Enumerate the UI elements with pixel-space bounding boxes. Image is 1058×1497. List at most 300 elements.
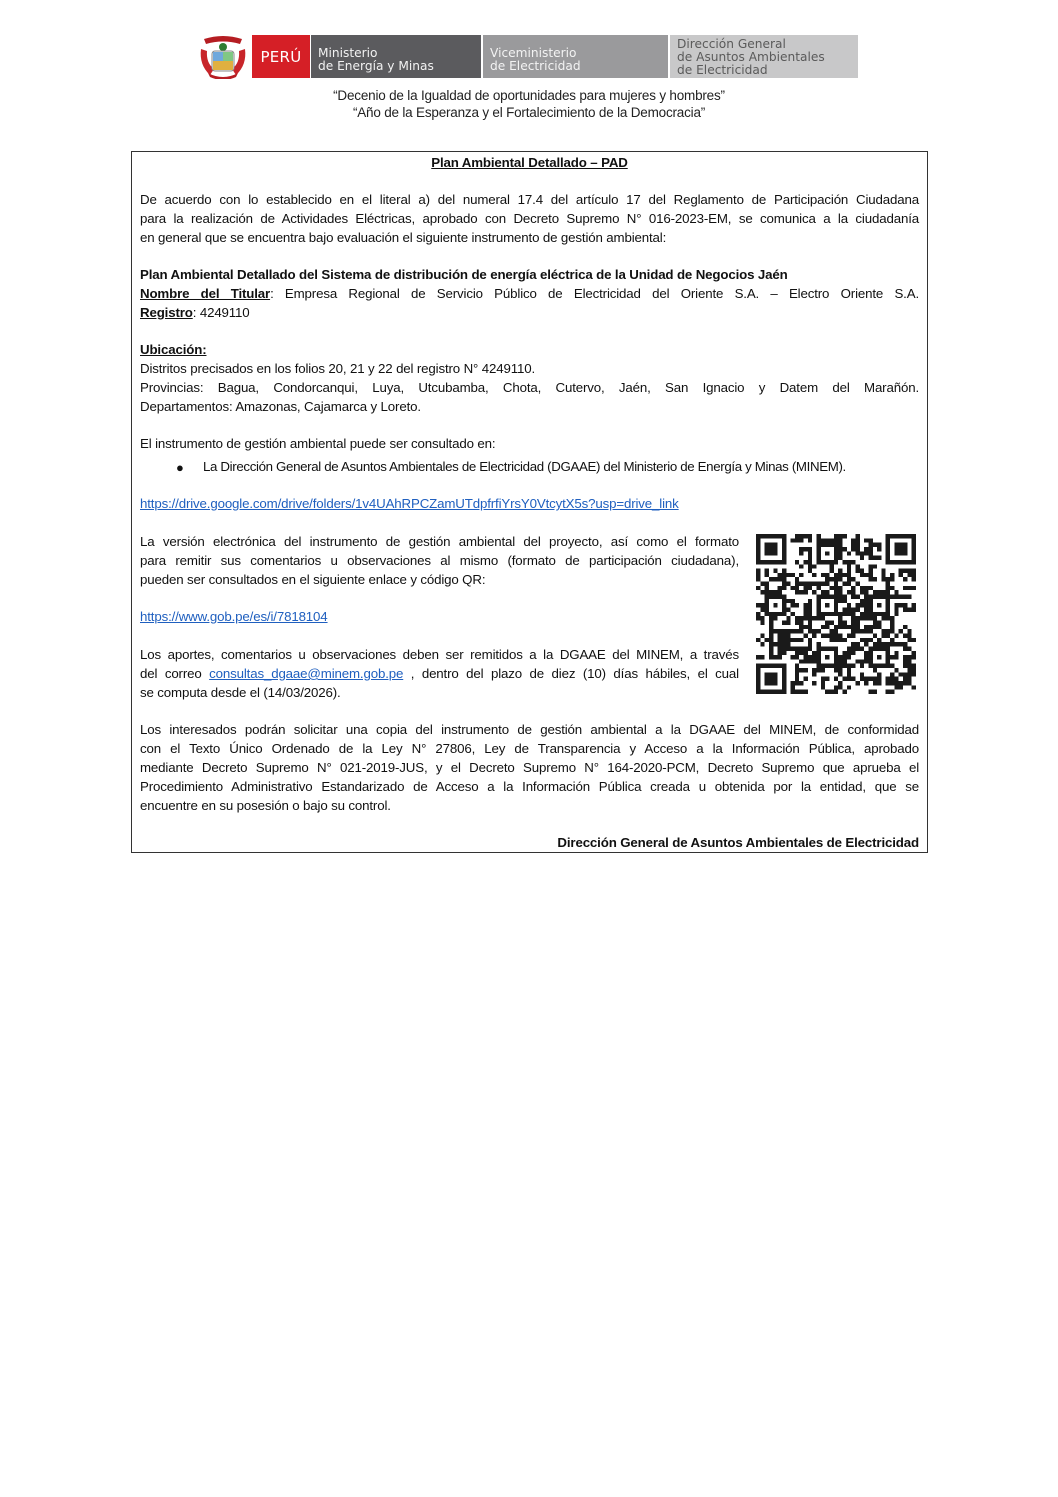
- qr-module: [791, 603, 795, 607]
- qr-module: [868, 599, 872, 603]
- qr-module: [804, 651, 808, 655]
- qr-module: [907, 638, 911, 642]
- qr-module: [825, 633, 829, 637]
- qr-module: [847, 569, 851, 573]
- qr-module: [782, 685, 786, 689]
- qr-module: [817, 586, 821, 590]
- qr-module: [894, 681, 898, 685]
- qr-module: [886, 577, 890, 581]
- qr-module: [808, 638, 812, 642]
- qr-module: [842, 677, 846, 681]
- qr-module: [834, 685, 838, 689]
- qr-module: [903, 659, 907, 663]
- qr-module: [808, 608, 812, 612]
- qr-module: [842, 664, 846, 668]
- qr-module: [808, 547, 812, 551]
- qr-module: [773, 681, 777, 685]
- qr-module: [886, 651, 890, 655]
- qr-module: [890, 573, 894, 577]
- qr-module: [868, 629, 872, 633]
- qr-module: [873, 690, 877, 694]
- qr-module: [868, 690, 872, 694]
- qr-module: [795, 668, 799, 672]
- qr-module: [804, 603, 808, 607]
- qr-module: [817, 655, 821, 659]
- qr-module: [903, 633, 907, 637]
- qr-module: [903, 672, 907, 676]
- qr-module: [760, 582, 764, 586]
- qr-module: [821, 633, 825, 637]
- qr-module: [834, 538, 838, 542]
- qr-module: [860, 677, 864, 681]
- qr-module: [838, 547, 842, 551]
- qr-module: [838, 569, 842, 573]
- qr-module: [834, 633, 838, 637]
- viceministerio-line-2: de Electricidad: [490, 59, 581, 73]
- qr-module: [838, 599, 842, 603]
- qr-module: [907, 560, 911, 564]
- qr-module: [778, 534, 782, 538]
- qr-module: [877, 677, 881, 681]
- qr-module: [868, 569, 872, 573]
- qr-module: [894, 651, 898, 655]
- qr-module: [894, 668, 898, 672]
- qr-module: [907, 646, 911, 650]
- qr-module: [873, 556, 877, 560]
- qr-module: [868, 646, 872, 650]
- peru-label: PERÚ: [260, 47, 302, 66]
- qr-module: [851, 543, 855, 547]
- qr-module: [912, 543, 916, 547]
- qr-module: [860, 659, 864, 663]
- qr-module: [855, 608, 859, 612]
- qr-module: [791, 638, 795, 642]
- qr-module: [817, 595, 821, 599]
- qr-module: [773, 590, 777, 594]
- qr-module: [873, 590, 877, 594]
- qr-module: [886, 538, 890, 542]
- qr-module: [894, 685, 898, 689]
- qr-module: [903, 547, 907, 551]
- qr-module: [834, 560, 838, 564]
- qr-module: [903, 655, 907, 659]
- qr-module: [886, 616, 890, 620]
- qr-module: [894, 595, 898, 599]
- qr-module: [782, 681, 786, 685]
- qr-module: [851, 651, 855, 655]
- qr-module: [769, 577, 773, 581]
- qr-module: [782, 582, 786, 586]
- qr-module: [756, 677, 760, 681]
- qr-module: [873, 664, 877, 668]
- qr-module: [907, 595, 911, 599]
- qr-module: [765, 599, 769, 603]
- qr-module: [890, 629, 894, 633]
- gob-link[interactable]: https://www.gob.pe/es/i/7818104: [140, 609, 328, 624]
- qr-module: [756, 543, 760, 547]
- qr-module: [886, 551, 890, 555]
- qr-module: [773, 612, 777, 616]
- viceministerio-line-1: Viceministerio: [490, 46, 577, 60]
- qr-module: [786, 599, 790, 603]
- interesados-line-5: encuentre en su posesión o bajo su control.: [140, 798, 391, 813]
- qr-module: [830, 612, 834, 616]
- qr-module: [756, 672, 760, 676]
- qr-module: [890, 620, 894, 624]
- qr-module: [855, 642, 859, 646]
- qr-module: [886, 629, 890, 633]
- qr-module: [903, 625, 907, 629]
- qr-module: [842, 655, 846, 659]
- qr-module: [894, 590, 898, 594]
- qr-module: [782, 620, 786, 624]
- qr-module: [868, 573, 872, 577]
- qr-module: [799, 690, 803, 694]
- qr-module: [834, 577, 838, 581]
- qr-module: [765, 573, 769, 577]
- qr-module: [834, 551, 838, 555]
- qr-module: [877, 612, 881, 616]
- qr-module: [855, 620, 859, 624]
- qr-module: [795, 677, 799, 681]
- qr-module: [808, 629, 812, 633]
- qr-module: [795, 590, 799, 594]
- qr-module: [765, 677, 769, 681]
- qr-module: [890, 655, 894, 659]
- qr-module: [890, 595, 894, 599]
- qr-module: [894, 547, 898, 551]
- qr-module: [894, 560, 898, 564]
- qr-module: [868, 664, 872, 668]
- aportes-post: , dentro del plazo de diez (10) días hábiles, el cual: [403, 666, 739, 681]
- qr-module: [855, 543, 859, 547]
- qr-module: [842, 595, 846, 599]
- qr-module: [799, 625, 803, 629]
- qr-module: [881, 573, 885, 577]
- qr-module: [799, 564, 803, 568]
- qr-module: [834, 595, 838, 599]
- qr-module: [851, 633, 855, 637]
- qr-module: [847, 564, 851, 568]
- qr-module: [886, 642, 890, 646]
- qr-module: [851, 586, 855, 590]
- qr-module: [825, 538, 829, 542]
- qr-module: [851, 677, 855, 681]
- qr-module: [808, 582, 812, 586]
- qr-module: [847, 577, 851, 581]
- qr-module: [765, 590, 769, 594]
- qr-module: [864, 681, 868, 685]
- registro-label: Registro: [140, 305, 193, 320]
- qr-module: [890, 690, 894, 694]
- qr-module: [868, 616, 872, 620]
- qr-module: [864, 586, 868, 590]
- qr-module: [860, 616, 864, 620]
- qr-module: [804, 690, 808, 694]
- qr-module: [907, 672, 911, 676]
- qr-module: [868, 538, 872, 542]
- ministerio-segment: [311, 35, 481, 78]
- qr-module: [825, 655, 829, 659]
- qr-module: [860, 629, 864, 633]
- intro-line-2: para la realización de Actividades Eléctricas, aprobado con Decreto Supremo N° 016-2023-EM, se comunica a la ciudadanía: [140, 211, 919, 226]
- qr-module: [842, 659, 846, 663]
- qr-module: [838, 685, 842, 689]
- intro-line-3: en general que se encuentra bajo evaluación el siguiente instrumento de gestión ambiental:: [140, 230, 667, 245]
- qr-module: [864, 608, 868, 612]
- qr-module: [894, 608, 898, 612]
- qr-module: [834, 668, 838, 672]
- qr-module: [821, 612, 825, 616]
- qr-module: [907, 573, 911, 577]
- qr-module: [786, 582, 790, 586]
- qr-module: [778, 560, 782, 564]
- qr-module: [825, 612, 829, 616]
- qr-module: [855, 551, 859, 555]
- qr-module: [825, 543, 829, 547]
- qr-module: [855, 569, 859, 573]
- qr-module: [756, 547, 760, 551]
- qr-module: [907, 664, 911, 668]
- qr-module: [868, 655, 872, 659]
- qr-module: [812, 672, 816, 676]
- qr-module: [864, 547, 868, 551]
- qr-module: [817, 642, 821, 646]
- qr-module: [868, 612, 872, 616]
- qr-module: [899, 573, 903, 577]
- qr-module: [778, 642, 782, 646]
- qr-module: [830, 577, 834, 581]
- qr-module: [855, 547, 859, 551]
- qr-module: [769, 642, 773, 646]
- qr-module: [855, 534, 859, 538]
- qr-module: [903, 664, 907, 668]
- qr-module: [769, 612, 773, 616]
- qr-module: [894, 603, 898, 607]
- qr-module: [808, 625, 812, 629]
- qr-module: [778, 633, 782, 637]
- qr-module: [804, 625, 808, 629]
- qr-module: [912, 672, 916, 676]
- aportes-pre: del correo: [140, 666, 210, 681]
- qr-module: [899, 603, 903, 607]
- qr-module: [868, 651, 872, 655]
- qr-module: [795, 620, 799, 624]
- qr-module: [760, 633, 764, 637]
- qr-module: [808, 551, 812, 555]
- qr-module: [821, 582, 825, 586]
- qr-module: [877, 625, 881, 629]
- qr-module: [825, 664, 829, 668]
- qr-module: [782, 672, 786, 676]
- qr-module: [769, 633, 773, 637]
- qr-module: [773, 664, 777, 668]
- qr-module: [912, 573, 916, 577]
- qr-module: [860, 672, 864, 676]
- qr-module: [912, 603, 916, 607]
- drive-link[interactable]: https://drive.google.com/drive/folders/1v4UAhRPCZamUTdpfrfiYrsY0VtcytX5s?usp=drive_link: [140, 496, 679, 511]
- qr-module: [778, 655, 782, 659]
- qr-module: [873, 616, 877, 620]
- ministerio-line-1: Ministerio: [318, 46, 378, 60]
- qr-module: [817, 603, 821, 607]
- qr-module: [890, 681, 894, 685]
- qr-module: [907, 569, 911, 573]
- instrument-name: Plan Ambiental Detallado del Sistema de distribución de energía eléctrica de la Unidad de Negocios Jaén: [140, 267, 788, 282]
- qr-module: [804, 633, 808, 637]
- qr-module: [769, 595, 773, 599]
- qr-module: [773, 655, 777, 659]
- qr-module: [760, 603, 764, 607]
- qr-module: [894, 551, 898, 555]
- qr-module: [808, 620, 812, 624]
- qr-module: [808, 603, 812, 607]
- qr-module: [851, 620, 855, 624]
- qr-code-icon[interactable]: [756, 534, 916, 694]
- qr-module: [817, 534, 821, 538]
- header-banner: [198, 33, 860, 79]
- qr-module: [817, 629, 821, 633]
- qr-module: [903, 551, 907, 555]
- qr-module: [886, 612, 890, 616]
- qr-module: [804, 608, 808, 612]
- qr-module: [864, 659, 868, 663]
- qr-module: [782, 599, 786, 603]
- qr-module: [864, 638, 868, 642]
- qr-module: [799, 551, 803, 555]
- qr-module: [778, 590, 782, 594]
- qr-module: [903, 677, 907, 681]
- qr-module: [825, 677, 829, 681]
- qr-module: [851, 612, 855, 616]
- qr-module: [786, 616, 790, 620]
- qr-module: [795, 646, 799, 650]
- qr-module: [808, 659, 812, 663]
- qr-module: [912, 685, 916, 689]
- qr-module: [765, 672, 769, 676]
- qr-module: [830, 629, 834, 633]
- qr-module: [791, 612, 795, 616]
- qr-module: [912, 664, 916, 668]
- qr-module: [877, 655, 881, 659]
- qr-module: [894, 633, 898, 637]
- qr-module: [899, 543, 903, 547]
- qr-module: [795, 638, 799, 642]
- qr-module: [881, 616, 885, 620]
- qr-module: [890, 642, 894, 646]
- qr-module: [877, 681, 881, 685]
- qr-module: [899, 551, 903, 555]
- qr-module: [912, 655, 916, 659]
- qr-module: [817, 659, 821, 663]
- qr-module: [830, 586, 834, 590]
- qr-module: [799, 582, 803, 586]
- qr-module: [899, 672, 903, 676]
- qr-module: [855, 629, 859, 633]
- qr-module: [782, 664, 786, 668]
- qr-module: [847, 685, 851, 689]
- qr-module: [817, 651, 821, 655]
- qr-module: [799, 616, 803, 620]
- qr-module: [834, 582, 838, 586]
- qr-module: [868, 603, 872, 607]
- qr-module: [851, 595, 855, 599]
- qr-module: [808, 599, 812, 603]
- qr-module: [821, 677, 825, 681]
- qr-module: [808, 586, 812, 590]
- qr-module: [795, 681, 799, 685]
- qr-module: [769, 560, 773, 564]
- qr-module: [894, 655, 898, 659]
- qr-module: [834, 612, 838, 616]
- qr-module: [890, 677, 894, 681]
- qr-module: [769, 616, 773, 620]
- qr-module: [812, 582, 816, 586]
- qr-module: [886, 690, 890, 694]
- qr-module: [782, 642, 786, 646]
- qr-module: [773, 642, 777, 646]
- qr-module: [834, 664, 838, 668]
- peru-coat-of-arms-icon: [198, 35, 248, 79]
- qr-module: [825, 560, 829, 564]
- qr-module: [765, 603, 769, 607]
- qr-module: [825, 625, 829, 629]
- qr-module: [791, 681, 795, 685]
- qr-module: [795, 616, 799, 620]
- qr-module: [765, 681, 769, 685]
- email-link[interactable]: consultas_dgaae@minem.gob.pe: [209, 666, 404, 681]
- qr-module: [804, 677, 808, 681]
- qr-module: [808, 564, 812, 568]
- qr-module: [881, 595, 885, 599]
- qr-module: [830, 538, 834, 542]
- qr-module: [886, 590, 890, 594]
- qr-module: [847, 633, 851, 637]
- qr-module: [838, 616, 842, 620]
- qr-module: [795, 664, 799, 668]
- qr-module: [847, 573, 851, 577]
- qr-module: [825, 646, 829, 650]
- qr-module: [756, 690, 760, 694]
- qr-module: [791, 655, 795, 659]
- qr-module: [860, 590, 864, 594]
- qr-module: [808, 569, 812, 573]
- qr-module: [903, 595, 907, 599]
- qr-module: [795, 603, 799, 607]
- qr-module: [864, 677, 868, 681]
- qr-module: [899, 681, 903, 685]
- qr-module: [847, 664, 851, 668]
- qr-module: [760, 590, 764, 594]
- qr-module: [769, 534, 773, 538]
- qr-module: [782, 638, 786, 642]
- qr-module: [838, 655, 842, 659]
- qr-module: [855, 616, 859, 620]
- qr-module: [834, 590, 838, 594]
- qr-module: [830, 560, 834, 564]
- notice-title: Plan Ambiental Detallado – PAD: [431, 155, 628, 170]
- qr-module: [786, 642, 790, 646]
- qr-module: [786, 608, 790, 612]
- qr-module: [873, 577, 877, 581]
- qr-module: [864, 595, 868, 599]
- qr-module: [778, 577, 782, 581]
- qr-module: [864, 642, 868, 646]
- qr-module: [838, 664, 842, 668]
- registro-line: [140, 303, 919, 322]
- qr-module: [756, 603, 760, 607]
- qr-module: [873, 668, 877, 672]
